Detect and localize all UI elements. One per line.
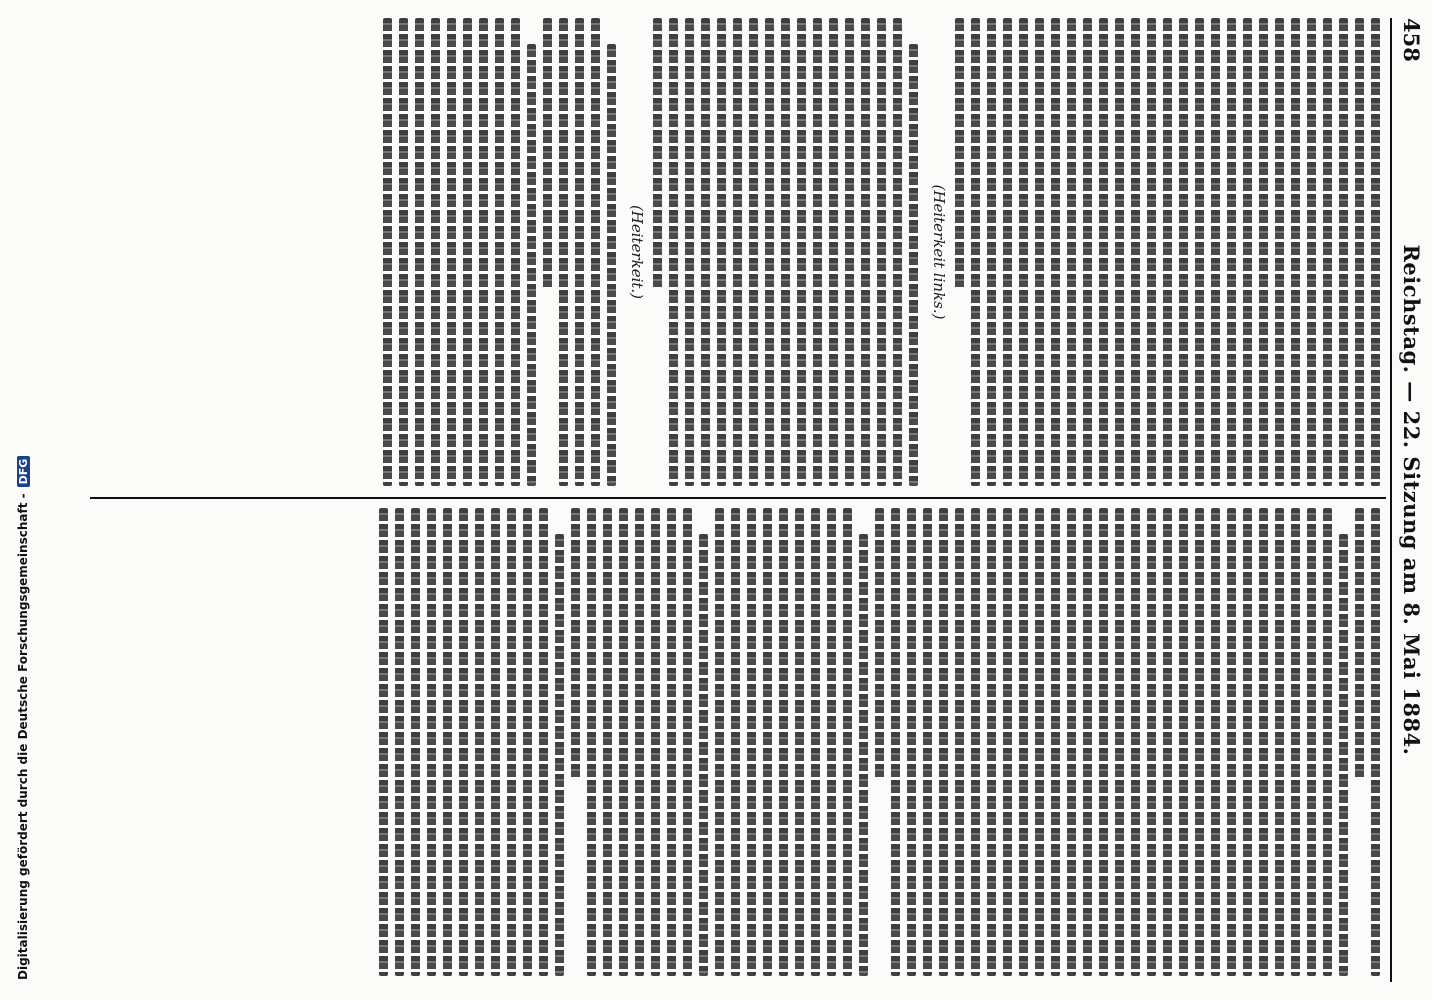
text-line <box>1003 508 1012 976</box>
text-line <box>399 18 408 486</box>
text-line <box>575 18 584 486</box>
text-line <box>955 18 964 289</box>
paragraph-8 <box>875 508 996 976</box>
paragraph-5 <box>383 18 536 486</box>
text-line <box>669 18 678 486</box>
text-line <box>1275 508 1284 976</box>
text-line <box>701 18 710 486</box>
text-line <box>715 508 724 976</box>
text-line <box>603 508 612 976</box>
paragraph-1 <box>1131 18 1380 486</box>
text-line <box>1195 18 1204 486</box>
text-line <box>527 44 536 486</box>
text-line <box>1339 18 1348 486</box>
text-line <box>1083 18 1092 486</box>
text-line <box>1163 18 1172 486</box>
text-line <box>1003 18 1012 486</box>
text-line <box>763 508 772 976</box>
page-header <box>1394 18 1428 982</box>
text-line <box>811 508 820 976</box>
column-divider <box>90 497 1386 499</box>
paragraph-11 <box>379 508 564 976</box>
text-line <box>1179 18 1188 486</box>
text-line <box>1083 508 1092 976</box>
paragraph-2 <box>955 18 1124 486</box>
text-line <box>1131 508 1140 976</box>
text-line <box>685 18 694 486</box>
text-line <box>1259 18 1268 486</box>
text-line <box>765 18 774 486</box>
text-line <box>463 18 472 486</box>
text-line <box>1339 534 1348 976</box>
text-line <box>1067 508 1076 976</box>
text-line <box>459 508 468 976</box>
text-line <box>747 508 756 976</box>
text-line <box>717 18 726 486</box>
text-line <box>1163 508 1172 976</box>
text-line <box>479 18 488 486</box>
text-line <box>523 508 532 976</box>
stage-remark: (Heiterkeit links.) <box>930 184 948 320</box>
text-line <box>829 18 838 486</box>
text-line <box>699 534 708 976</box>
text-line <box>893 18 902 486</box>
text-line <box>845 18 854 486</box>
text-line <box>1323 508 1332 976</box>
text-line <box>797 18 806 486</box>
credit-text: Digitalisierung gefördert durch die Deutsche Forschungsgemeinschaft - <box>16 493 30 980</box>
text-line <box>1291 508 1300 976</box>
text-line <box>813 18 822 486</box>
text-line <box>1275 18 1284 486</box>
paragraph-9 <box>715 508 868 976</box>
paragraph-10 <box>571 508 708 976</box>
text-line <box>749 18 758 486</box>
text-line <box>1211 508 1220 976</box>
text-line <box>1371 18 1380 486</box>
text-line <box>555 534 564 976</box>
text-line <box>395 508 404 976</box>
text-line <box>877 18 886 486</box>
text-line <box>1179 508 1188 976</box>
text-line <box>733 18 742 486</box>
text-line <box>731 508 740 976</box>
text-line <box>861 18 870 486</box>
text-line <box>411 508 420 976</box>
text-column-right <box>90 508 1380 976</box>
text-line <box>1115 18 1124 486</box>
header-rule <box>1390 18 1392 982</box>
text-line <box>495 18 504 486</box>
text-line <box>1355 508 1364 779</box>
text-line <box>1355 18 1364 486</box>
text-line <box>907 508 916 976</box>
text-line <box>909 44 918 486</box>
text-line <box>1099 508 1108 976</box>
paragraph-4 <box>543 18 616 486</box>
text-line <box>379 508 388 976</box>
text-line <box>1371 508 1380 976</box>
text-line <box>1307 508 1316 976</box>
paragraph-3 <box>653 18 918 486</box>
text-line <box>1099 18 1108 486</box>
text-line <box>587 508 596 976</box>
text-line <box>1227 18 1236 486</box>
text-line <box>875 508 884 779</box>
text-line <box>683 508 692 976</box>
text-line <box>1115 508 1124 976</box>
paragraph-7 <box>1003 508 1348 976</box>
text-line <box>779 508 788 976</box>
text-line <box>1243 18 1252 486</box>
text-line <box>1147 18 1156 486</box>
dfg-logo: DFG <box>17 456 30 488</box>
page-number: 458 <box>1399 18 1424 62</box>
text-line <box>971 18 980 486</box>
text-line <box>955 508 964 976</box>
text-line <box>1051 18 1060 486</box>
text-line <box>607 44 616 486</box>
text-line <box>1019 18 1028 486</box>
text-line <box>475 508 484 976</box>
digitization-credit <box>0 0 44 1000</box>
text-line <box>427 508 436 976</box>
text-line <box>971 508 980 976</box>
text-line <box>543 18 552 289</box>
text-line <box>795 508 804 976</box>
text-line <box>1051 508 1060 976</box>
text-line <box>1307 18 1316 486</box>
text-line <box>859 534 868 976</box>
paragraph-6 <box>1355 508 1380 976</box>
credit-line <box>16 456 30 980</box>
text-line <box>923 508 932 976</box>
text-line <box>987 18 996 486</box>
text-line <box>843 508 852 976</box>
text-line <box>591 18 600 486</box>
text-line <box>651 508 660 976</box>
text-line <box>667 508 676 976</box>
text-line <box>653 18 662 289</box>
text-line <box>491 508 500 976</box>
text-line <box>383 18 392 486</box>
text-line <box>447 18 456 486</box>
text-line <box>1211 18 1220 486</box>
text-line <box>443 508 452 976</box>
text-line <box>1259 508 1268 976</box>
text-line <box>781 18 790 486</box>
text-line <box>431 18 440 486</box>
text-line <box>1019 508 1028 976</box>
text-line <box>619 508 628 976</box>
running-title: Reichstag. — 22. Sitzung am 8. Mai 1884. <box>1399 244 1424 756</box>
text-line <box>939 508 948 976</box>
text-line <box>1291 18 1300 486</box>
text-line <box>1227 508 1236 976</box>
text-line <box>559 18 568 486</box>
text-line <box>1131 18 1140 486</box>
scanned-page <box>80 0 1432 1000</box>
text-line <box>635 508 644 976</box>
stage-remark: (Heiterkeit.) <box>628 204 646 300</box>
text-line <box>1243 508 1252 976</box>
text-line <box>539 508 548 976</box>
text-column-left <box>90 18 1380 486</box>
text-line <box>1035 508 1044 976</box>
text-line <box>507 508 516 976</box>
text-line <box>511 18 520 486</box>
text-line <box>1195 508 1204 976</box>
text-line <box>1035 18 1044 486</box>
text-line <box>415 18 424 486</box>
text-line <box>571 508 580 779</box>
text-line <box>987 508 996 976</box>
text-line <box>891 508 900 976</box>
text-line <box>827 508 836 976</box>
text-line <box>1323 18 1332 486</box>
text-line <box>1147 508 1156 976</box>
text-line <box>1067 18 1076 486</box>
